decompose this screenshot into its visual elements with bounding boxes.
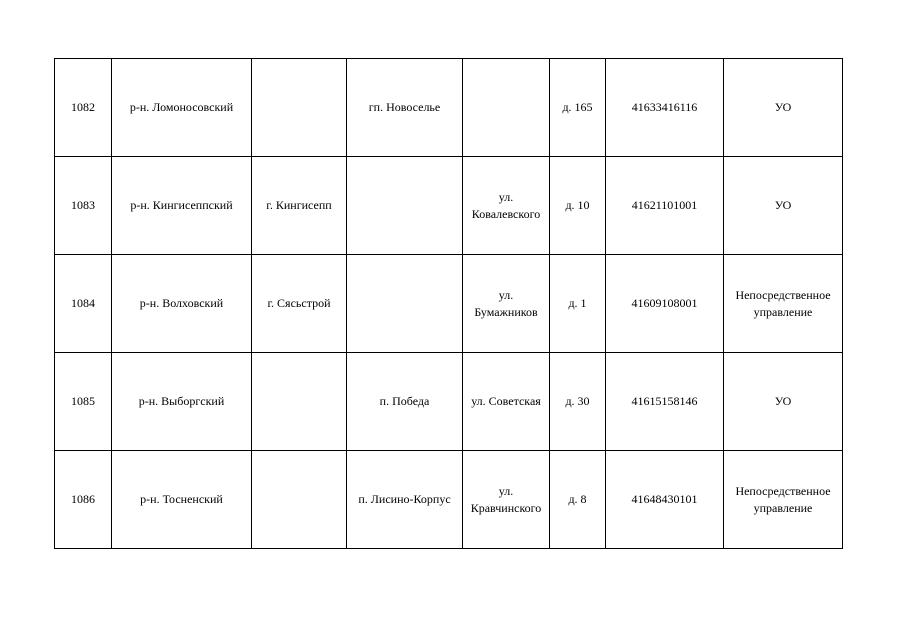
city-cell: г. Сясьстрой: [252, 255, 347, 353]
house-cell: д. 8: [550, 451, 606, 549]
management-cell: УО: [724, 353, 843, 451]
table-row: [55, 157, 843, 255]
district-cell: р-н. Волховский: [112, 255, 252, 353]
city-cell: [252, 59, 347, 157]
street-cell: ул. Кравчинского: [463, 451, 550, 549]
table-row: [55, 59, 843, 157]
house-cell: д. 10: [550, 157, 606, 255]
row-number-cell: 1085: [55, 353, 112, 451]
oktmo-cell: 41648430101: [606, 451, 724, 549]
street-cell: ул. Ковалевского: [463, 157, 550, 255]
oktmo-cell: 41633416116: [606, 59, 724, 157]
row-number-cell: 1082: [55, 59, 112, 157]
oktmo-cell: 41621101001: [606, 157, 724, 255]
management-cell: УО: [724, 157, 843, 255]
management-cell: УО: [724, 59, 843, 157]
street-cell: ул. Советская: [463, 353, 550, 451]
city-cell: [252, 353, 347, 451]
table-row: [55, 255, 843, 353]
row-number-cell: 1084: [55, 255, 112, 353]
oktmo-cell: 41609108001: [606, 255, 724, 353]
settlement-cell: п. Победа: [347, 353, 463, 451]
settlement-cell: п. Лисино-Корпус: [347, 451, 463, 549]
table-row: [55, 451, 843, 549]
settlement-cell: [347, 255, 463, 353]
house-cell: д. 30: [550, 353, 606, 451]
district-cell: р-н. Кингисеппский: [112, 157, 252, 255]
district-cell: р-н. Ломоносовский: [112, 59, 252, 157]
address-registry-table: [54, 58, 843, 549]
table-row: [55, 353, 843, 451]
management-cell: Непосредственное управление: [724, 451, 843, 549]
city-cell: г. Кингисепп: [252, 157, 347, 255]
street-cell: ул. Бумажников: [463, 255, 550, 353]
district-cell: р-н. Тосненский: [112, 451, 252, 549]
house-cell: д. 165: [550, 59, 606, 157]
oktmo-cell: 41615158146: [606, 353, 724, 451]
district-cell: р-н. Выборгский: [112, 353, 252, 451]
house-cell: д. 1: [550, 255, 606, 353]
row-number-cell: 1086: [55, 451, 112, 549]
settlement-cell: гп. Новоселье: [347, 59, 463, 157]
street-cell: [463, 59, 550, 157]
settlement-cell: [347, 157, 463, 255]
management-cell: Непосредственное управление: [724, 255, 843, 353]
city-cell: [252, 451, 347, 549]
row-number-cell: 1083: [55, 157, 112, 255]
